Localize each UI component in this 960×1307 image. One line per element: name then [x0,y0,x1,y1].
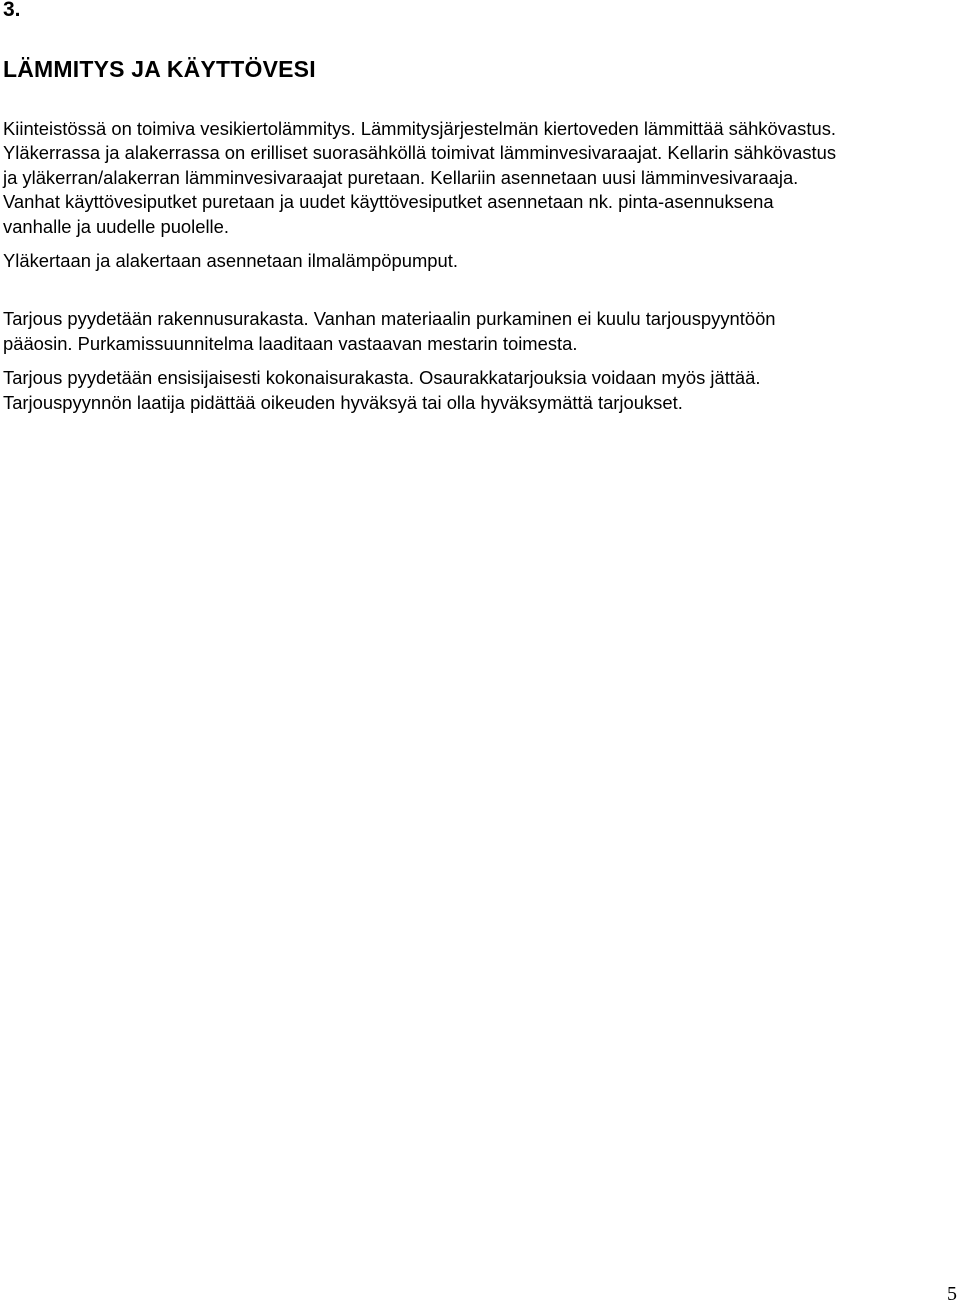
section-number: 3. [3,0,21,21]
text-line: ja yläkerran/alakerran lämminvesivaraajat puretaan. Kellariin asennetaan uusi lämminvesivaraaja. [3,166,799,188]
text-line: vanhalle ja uudelle puolelle. [3,215,229,237]
text-line: Yläkerrassa ja alakerrassa on erilliset suorasähköllä toimivat lämminvesivaraajat. Kellarin sähkövastus [3,142,837,164]
paragraph-tender-terms [3,366,953,415]
section-title: LÄMMITYS JA KÄYTTÖVESI [3,56,316,82]
text-line: Tarjouspyynnön laatija pidättää oikeuden hyväksyä tai olla hyväksymättä tarjoukset. [3,391,683,413]
text-line: Vanhat käyttövesiputket puretaan ja uudet käyttövesiputket asennetaan nk. pinta-asennuksena [3,191,774,213]
page-number: 5 [947,1283,957,1305]
text-line: Tarjous pyydetään rakennusurakasta. Vanhan materiaalin purkaminen ei kuulu tarjouspyyntöön [3,308,776,330]
text-line: Tarjous pyydetään ensisijaisesti kokonaisurakasta. Osaurakkatarjouksia voidaan myös jättää. [3,367,761,389]
body-text [3,117,953,415]
paragraph-tender-scope [3,307,953,356]
paragraph-heating-system [3,117,953,239]
text-line: Yläkertaan ja alakertaan asennetaan ilmalämpöpumput. [3,250,458,272]
text-line: Kiinteistössä on toimiva vesikiertolämmitys. Lämmitysjärjestelmän kiertoveden lämmittää sähkövastus. [3,118,836,139]
paragraph-heat-pumps [3,249,953,273]
text-line: pääosin. Purkamissuunnitelma laaditaan vastaavan mestarin toimesta. [3,332,578,354]
